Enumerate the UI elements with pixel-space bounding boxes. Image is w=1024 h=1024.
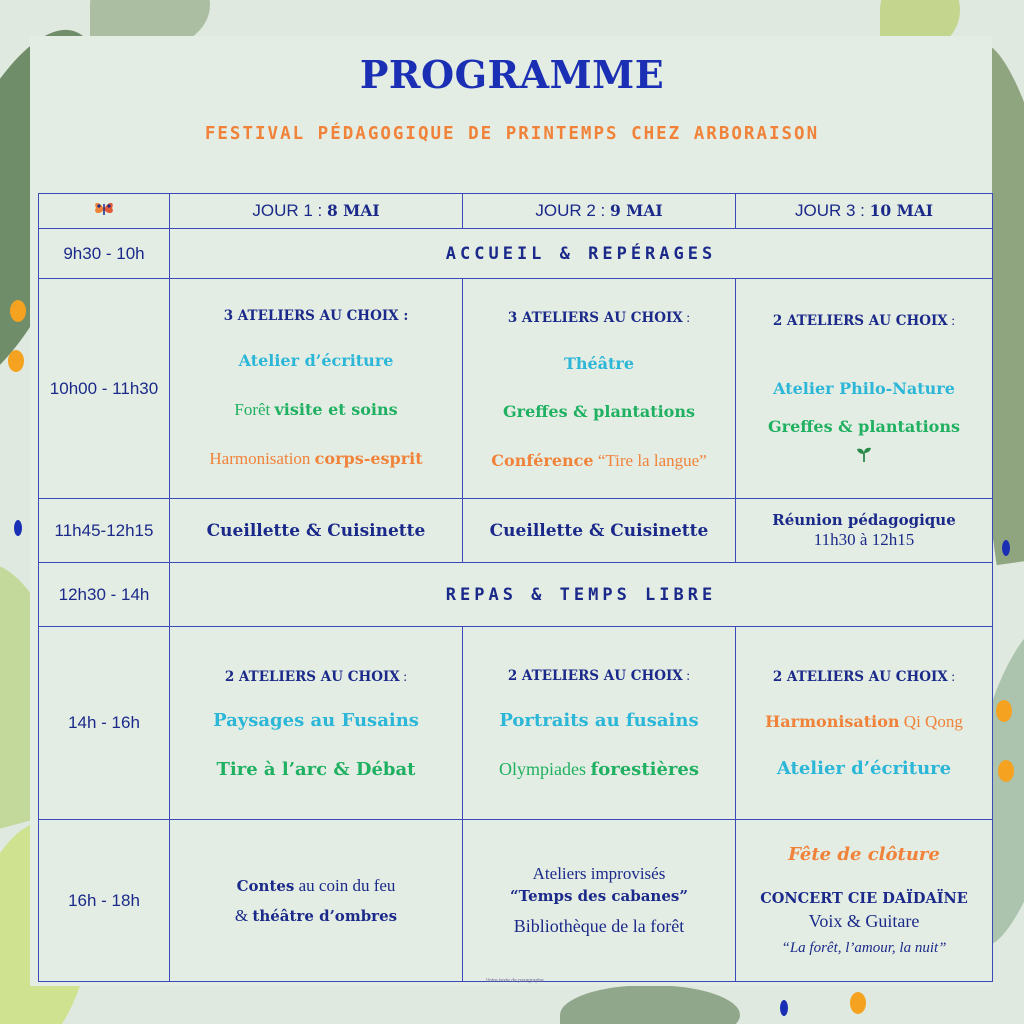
workshop-item <box>174 448 458 469</box>
sprout-icon <box>740 445 988 468</box>
day-header-2 <box>463 194 736 229</box>
day3-workshops <box>736 627 993 820</box>
day-label: JOUR 3 : <box>794 201 870 220</box>
heading-text: 2 ATELIERS AU CHOIX <box>224 668 400 685</box>
workshop-item: Atelier d’écriture <box>238 350 394 370</box>
dot-decoration <box>8 350 24 372</box>
heading-suffix: : <box>682 311 691 327</box>
workshop-text: Qi Qong <box>899 711 963 731</box>
day2-activity: Cueillette & Cuisinette <box>463 499 736 563</box>
day-date: 9 MAI <box>610 201 663 220</box>
workshop-item: Théâtre <box>563 353 635 373</box>
heading-suffix: : <box>947 314 956 330</box>
concert-subtitle: Voix & Guitare <box>808 911 920 932</box>
day3-workshops <box>736 279 993 499</box>
heading-text: 2 ATELIERS AU CHOIX <box>772 313 948 330</box>
heading-suffix: : <box>682 669 691 685</box>
evening-text-bold: Contes <box>236 877 295 896</box>
evening-text: au coin du feu <box>294 876 396 896</box>
evening-line: Ateliers improvisés <box>532 864 666 884</box>
workshop-heading <box>174 665 458 687</box>
table-row <box>39 499 993 563</box>
workshop-item: Greffes & plantations <box>768 416 960 436</box>
leaf-decoration <box>560 985 740 1024</box>
workshop-heading: 3 ATELIERS AU CHOIX : <box>223 307 409 324</box>
welcome-banner: ACCUEIL & REPÉRAGES <box>170 229 993 279</box>
evening-text: & <box>234 905 253 925</box>
workshop-text-bold: corps-esprit <box>314 448 423 468</box>
workshop-item: Portraits au fusains <box>499 709 699 731</box>
table-row <box>39 229 993 279</box>
time-slot: 10h00 - 11h30 <box>39 279 170 499</box>
workshop-item: Atelier Philo-Nature <box>773 378 955 398</box>
time-slot: 14h - 16h <box>39 627 170 820</box>
workshop-text-bold: visite et soins <box>274 399 398 419</box>
workshop-item: Tire à l’arc & Débat <box>216 758 416 780</box>
day-header-1 <box>170 194 463 229</box>
heading-suffix: : <box>947 670 956 686</box>
page-title: PROGRAMME <box>359 52 665 97</box>
page-subtitle: FESTIVAL PÉDAGOGIQUE DE PRINTEMPS CHEZ ARBORAISON <box>204 124 820 144</box>
workshop-text-bold: Harmonisation <box>765 711 900 731</box>
concert-title: CONCERT CIE DAÏDAÏNE <box>760 890 968 908</box>
heading-text: 2 ATELIERS AU CHOIX <box>507 668 683 685</box>
workshop-text: Harmonisation <box>209 448 315 468</box>
workshop-text-bold: Conférence <box>491 450 594 470</box>
day1-workshops <box>170 279 463 499</box>
corner-cell <box>39 194 170 229</box>
dot-decoration <box>1002 540 1010 556</box>
workshop-item <box>467 758 731 782</box>
day3-evening <box>736 820 993 982</box>
time-slot: 12h30 - 14h <box>39 563 170 627</box>
workshop-item <box>740 711 988 732</box>
day2-evening <box>463 820 736 982</box>
day-header-3 <box>736 194 993 229</box>
butterfly-icon <box>93 200 115 218</box>
day1-evening <box>170 820 463 982</box>
heading-text: 3 ATELIERS AU CHOIX <box>507 310 683 327</box>
evening-line <box>174 905 458 926</box>
evening-line: “Temps des cabanes” <box>510 886 688 905</box>
table-row <box>39 279 993 499</box>
table-header-row <box>39 194 993 229</box>
meeting-title: Réunion pédagogique <box>772 510 956 529</box>
workshop-text-bold: forestières <box>590 759 699 781</box>
workshop-item: Atelier d’écriture <box>776 758 952 780</box>
time-slot: 9h30 - 10h <box>39 229 170 279</box>
table-row <box>39 627 993 820</box>
workshop-text: Forêt <box>234 399 275 419</box>
time-slot: 16h - 18h <box>39 820 170 982</box>
meeting-time: 11h30 à 12h15 <box>813 530 915 550</box>
day-label: JOUR 1 : <box>252 201 327 220</box>
concert-quote: “La forêt, l’amour, la nuit” <box>781 939 947 956</box>
workshop-item <box>467 450 731 471</box>
workshop-item: Greffes & plantations <box>503 401 695 421</box>
evening-line <box>174 875 458 896</box>
day2-workshops <box>463 279 736 499</box>
workshop-text: Olympiades <box>499 759 591 780</box>
dot-decoration <box>996 700 1012 722</box>
heading-text: 2 ATELIERS AU CHOIX <box>772 669 948 686</box>
workshop-heading <box>740 665 988 687</box>
workshop-heading <box>467 664 731 686</box>
day-date: 10 MAI <box>869 201 934 220</box>
day1-workshops <box>170 627 463 820</box>
time-slot: 11h45-12h15 <box>39 499 170 563</box>
dot-decoration <box>780 1000 788 1016</box>
day1-activity: Cueillette & Cuisinette <box>170 499 463 563</box>
dot-decoration <box>850 992 866 1014</box>
workshop-item: Paysages au Fusains <box>213 710 419 732</box>
dot-decoration <box>14 520 22 536</box>
workshop-heading <box>740 309 988 331</box>
evening-text-bold: théâtre d’ombres <box>252 906 398 925</box>
dot-decoration <box>998 760 1014 782</box>
heading-suffix: : <box>399 669 408 685</box>
table-row <box>39 563 993 627</box>
closing-party-title: Fête de clôture <box>788 843 940 865</box>
day3-activity <box>736 499 993 563</box>
workshop-heading <box>467 306 731 328</box>
table-row <box>39 820 993 982</box>
evening-line: Bibliothèque de la forêt <box>513 916 685 937</box>
day-date: 8 MAI <box>327 201 380 220</box>
workshop-item <box>174 399 458 420</box>
dot-decoration <box>10 300 26 322</box>
schedule-table <box>38 193 993 982</box>
lunch-banner: REPAS & TEMPS LIBRE <box>170 563 993 627</box>
footer-note: Votre texte de paragraphe <box>486 978 544 984</box>
day2-workshops <box>463 627 736 820</box>
workshop-text: “Tire la langue” <box>593 450 707 470</box>
day-label: JOUR 2 : <box>535 201 610 220</box>
